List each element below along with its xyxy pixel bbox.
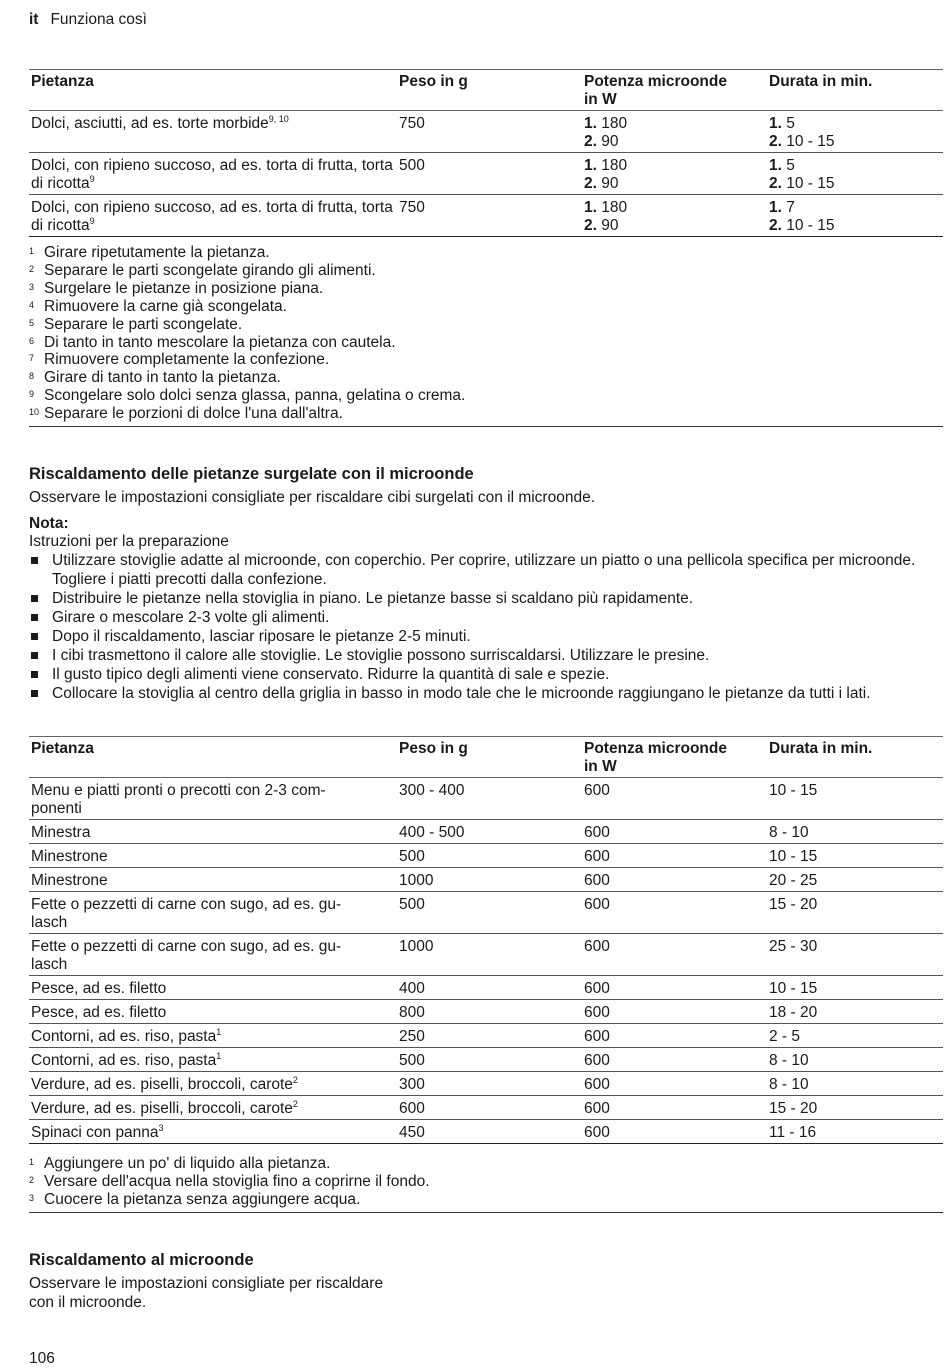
footnote-ref: 9 (89, 216, 95, 226)
table-row (29, 976, 943, 1000)
table-header-row (29, 737, 943, 778)
header-duration: Durata in min. (767, 70, 943, 111)
table-row (29, 1024, 943, 1048)
cell-power: 600 (582, 1120, 767, 1144)
footnote-item: 6 Di tanto in tanto mescolare la pietanza con cautela. (29, 333, 396, 351)
heating-table-footnotes (29, 1155, 943, 1213)
table-row (29, 844, 943, 868)
cell-power: 600 (582, 976, 767, 1000)
cell-dish: Fette o pezzetti di carne con sugo, ad es. gu- lasch (29, 892, 397, 934)
cell-duration: 1. 5 2. 10 - 15 (767, 111, 943, 153)
footnote-item: 4 Rimuovere la carne già scongelata. (29, 297, 287, 315)
footnote-item: 7 Rimuovere completamente la confezione. (29, 351, 330, 369)
chapter-title: Funziona così (50, 11, 147, 28)
cell-dish: Dolci, con ripieno succoso, ad es. torta di frutta, torta di ricotta$^9$ (29, 153, 397, 195)
cell-weight: 500 (397, 844, 582, 868)
cell-duration: 18 - 20 (767, 1000, 943, 1024)
list-item-text: Collocare la stoviglia al centro della griglia in basso in modo tale che le microonde raggiungano le pietanze da tutti i lati. (52, 685, 871, 702)
list-item-text: Distribuire le pietanze nella stoviglia in piano. Le pietanze basse si scaldano più rapidamente. (52, 590, 694, 607)
cell-power: 600 (582, 1096, 767, 1120)
cell-weight: 250 (397, 1024, 582, 1048)
step-number: 2. (769, 133, 782, 150)
cell-power: 600 (582, 934, 767, 976)
cell-power: 600 (582, 892, 767, 934)
preparation-list (29, 551, 943, 703)
table-row (29, 195, 943, 237)
cell-power: 1. 180 2. 90 (582, 195, 767, 237)
list-item-text: Utilizzare stoviglie adatte al microonde, con coperchio. Per coprire, utilizzare un piatto o una pellicola specifica per microonde. Togliere i piatti precotti dalla confezione. (52, 552, 916, 588)
section-intro-line-1: Osservare le impostazioni consigliate per riscaldare (29, 1275, 384, 1292)
cell-power: 600 (582, 1072, 767, 1096)
footnote-ref: 3 (158, 1123, 164, 1133)
table-row (29, 1048, 943, 1072)
list-item (29, 684, 943, 703)
header-dish: Pietanza (29, 70, 397, 111)
table-row (29, 1000, 943, 1024)
section-title-frozen-heating: Riscaldamento delle pietanze surgelate con il microonde (29, 465, 474, 483)
cell-weight: 450 (397, 1120, 582, 1144)
footnote-text: Separare le parti scongelate girando gli alimenti. (44, 261, 376, 279)
step-number: 1. (584, 157, 597, 174)
list-item-text: Dopo il riscaldamento, lasciar riposare le pietanze 2-5 minuti. (52, 628, 471, 645)
cell-weight: 600 (397, 1096, 582, 1120)
cell-dish: Contorni, ad es. riso, pasta$^1$ (29, 1048, 397, 1072)
cell-power: 600 (582, 778, 767, 820)
cell-duration: 11 - 16 (767, 1120, 943, 1144)
table-row (29, 778, 943, 820)
footnote-item: 2 Versare dell'acqua nella stoviglia fino a coprirne il fondo. (29, 1172, 430, 1190)
bullet-square (31, 652, 38, 659)
section-intro-line-2: con il microonde. (29, 1294, 147, 1311)
footnote-text: Cuocere la pietanza senza aggiungere acqua. (44, 1190, 361, 1208)
header-weight: Peso in g (397, 70, 582, 111)
footnote-ref: 1 (216, 1051, 222, 1061)
heating-table (29, 736, 943, 1144)
table-row (29, 111, 943, 153)
table-row (29, 1096, 943, 1120)
bullet-square (31, 633, 38, 640)
header-dish: Pietanza (29, 737, 397, 778)
defrost-table-footnotes (29, 244, 943, 427)
list-item (29, 665, 943, 684)
table-row (29, 1120, 943, 1144)
cell-duration: 8 - 10 (767, 1072, 943, 1096)
page-number: 106 (29, 1350, 55, 1367)
cell-duration: 10 - 15 (767, 976, 943, 1000)
footnote-item: 9 Scongelare solo dolci senza glassa, panna, gelatina o crema. (29, 387, 466, 405)
step-number: 1. (769, 157, 782, 174)
cell-dish: Spinaci con panna$^3$ (29, 1120, 397, 1144)
footnote-item: 2 Separare le parti scongelate girando gli alimenti. (29, 261, 376, 279)
footnote-item: 3 Cuocere la pietanza senza aggiungere acqua. (29, 1190, 361, 1208)
footnote-ref: 2 (292, 1099, 298, 1109)
footnote-text: Surgelare le pietanze in posizione piana. (44, 279, 324, 297)
cell-duration: 2 - 5 (767, 1024, 943, 1048)
step-number: 2. (584, 217, 597, 234)
cell-dish: Contorni, ad es. riso, pasta$^1$ (29, 1024, 397, 1048)
table-row (29, 153, 943, 195)
cell-power: 1. 180 2. 90 (582, 153, 767, 195)
step-number: 1. (584, 199, 597, 216)
cell-weight: 1000 (397, 868, 582, 892)
footnote-text: Separare le porzioni di dolce l'una dall'altra. (44, 405, 343, 423)
table-row (29, 892, 943, 934)
cell-dish: Dolci, con ripieno succoso, ad es. torta di frutta, torta di ricotta$^9$ (29, 195, 397, 237)
header-duration: Durata in min. (767, 737, 943, 778)
step-number: 1. (584, 115, 597, 132)
cell-duration: 1. 5 2. 10 - 15 (767, 153, 943, 195)
bullet-square (31, 690, 38, 697)
bullet-square (31, 595, 38, 602)
footnote-text: Versare dell'acqua nella stoviglia fino a coprirne il fondo. (44, 1172, 430, 1190)
table-row (29, 820, 943, 844)
header-power: Potenza microonde in W (582, 70, 767, 111)
table-header-row (29, 70, 943, 111)
cell-weight: 500 (397, 153, 582, 195)
cell-weight: 300 - 400 (397, 778, 582, 820)
list-item (29, 589, 943, 608)
table-row (29, 934, 943, 976)
footnote-item: 1 Girare ripetutamente la pietanza. (29, 244, 270, 261)
cell-duration: 10 - 15 (767, 778, 943, 820)
cell-dish: Pesce, ad es. filetto (29, 976, 397, 1000)
step-number: 1. (769, 199, 782, 216)
footnote-text: Scongelare solo dolci senza glassa, panna, gelatina o crema. (44, 387, 466, 405)
footnote-text: Rimuovere la carne già scongelata. (44, 297, 287, 315)
footnote-item: 5 Separare le parti scongelate. (29, 315, 243, 333)
cell-dish: Minestrone (29, 844, 397, 868)
list-item (29, 627, 943, 646)
list-item (29, 551, 943, 589)
list-item (29, 608, 943, 627)
cell-duration: 25 - 30 (767, 934, 943, 976)
footnote-text: Separare le parti scongelate. (44, 315, 243, 333)
cell-power: 600 (582, 844, 767, 868)
section-intro: Osservare le impostazioni consigliate per riscaldare cibi surgelati con il microonde. (29, 489, 595, 506)
step-number: 2. (769, 217, 782, 234)
footnote-item: 1 Aggiungere un po' di liquido alla pietanza. (29, 1155, 331, 1172)
cell-duration: 15 - 20 (767, 892, 943, 934)
cell-weight: 500 (397, 892, 582, 934)
footnote-text: Girare ripetutamente la pietanza. (44, 244, 270, 261)
note-subtitle: Istruzioni per la preparazione (29, 533, 229, 550)
cell-dish: Verdure, ad es. piselli, broccoli, carote$^2$ (29, 1096, 397, 1120)
cell-duration: 8 - 10 (767, 1048, 943, 1072)
cell-dish: Minestra (29, 820, 397, 844)
footnote-item: 10 Separare le porzioni di dolce l'una dall'altra. (29, 405, 343, 423)
list-item-text: Girare o mescolare 2-3 volte gli alimenti. (52, 609, 330, 626)
step-number: 2. (584, 133, 597, 150)
footnote-item: 3 Surgelare le pietanze in posizione piana. (29, 279, 324, 297)
cell-weight: 750 (397, 195, 582, 237)
cell-duration: 1. 7 2. 10 - 15 (767, 195, 943, 237)
defrost-table (29, 69, 943, 237)
footnote-text: Aggiungere un po' di liquido alla pietanza. (44, 1155, 331, 1172)
bullet-square (31, 671, 38, 678)
cell-power: 600 (582, 868, 767, 892)
cell-weight: 400 (397, 976, 582, 1000)
cell-dish: Menu e piatti pronti o precotti con 2-3 com- ponenti (29, 778, 397, 820)
footnote-ref: 2 (292, 1075, 298, 1085)
table-row (29, 868, 943, 892)
section-title-microwave-heating: Riscaldamento al microonde (29, 1251, 254, 1269)
cell-weight: 400 - 500 (397, 820, 582, 844)
footnote-text: Rimuovere completamente la confezione. (44, 351, 330, 369)
footnote-text: Girare di tanto in tanto la pietanza. (44, 369, 281, 387)
cell-dish: Minestrone (29, 868, 397, 892)
step-number: 2. (584, 175, 597, 192)
cell-dish: Dolci, asciutti, ad es. torte morbide$^{9, 10}$ (29, 111, 397, 153)
footnote-ref: 1 (216, 1027, 222, 1037)
cell-dish: Verdure, ad es. piselli, broccoli, carote$^2$ (29, 1072, 397, 1096)
footnote-ref: 9 (89, 174, 95, 184)
cell-weight: 1000 (397, 934, 582, 976)
list-item-text: I cibi trasmettono il calore alle stoviglie. Le stoviglie possono surriscaldarsi. Utilizzare le presine. (52, 647, 710, 664)
header-power: Potenza microonde in W (582, 737, 767, 778)
cell-dish: Pesce, ad es. filetto (29, 1000, 397, 1024)
step-number: 1. (769, 115, 782, 132)
cell-weight: 500 (397, 1048, 582, 1072)
page-header (29, 11, 147, 29)
cell-weight: 300 (397, 1072, 582, 1096)
cell-power: 600 (582, 1000, 767, 1024)
cell-power: 600 (582, 820, 767, 844)
cell-weight: 800 (397, 1000, 582, 1024)
header-weight: Peso in g (397, 737, 582, 778)
cell-duration: 10 - 15 (767, 844, 943, 868)
cell-duration: 15 - 20 (767, 1096, 943, 1120)
cell-duration: 8 - 10 (767, 820, 943, 844)
cell-power: 600 (582, 1048, 767, 1072)
cell-power: 600 (582, 1024, 767, 1048)
bullet-square (31, 614, 38, 621)
cell-power: 1. 180 2. 90 (582, 111, 767, 153)
cell-duration: 20 - 25 (767, 868, 943, 892)
list-item-text: Il gusto tipico degli alimenti viene conservato. Ridurre la quantità di sale e spezie. (52, 666, 610, 683)
list-item (29, 646, 943, 665)
cell-weight: 750 (397, 111, 582, 153)
cell-dish: Fette o pezzetti di carne con sugo, ad es. gu- lasch (29, 934, 397, 976)
footnote-ref: 9, 10 (268, 114, 289, 124)
language-code: it (29, 11, 39, 28)
footnote-item: 8 Girare di tanto in tanto la pietanza. (29, 369, 281, 387)
step-number: 2. (769, 175, 782, 192)
bullet-square (31, 557, 38, 564)
table-row (29, 1072, 943, 1096)
note-label: Nota: (29, 515, 69, 532)
footnote-text: Di tanto in tanto mescolare la pietanza con cautela. (44, 333, 396, 351)
